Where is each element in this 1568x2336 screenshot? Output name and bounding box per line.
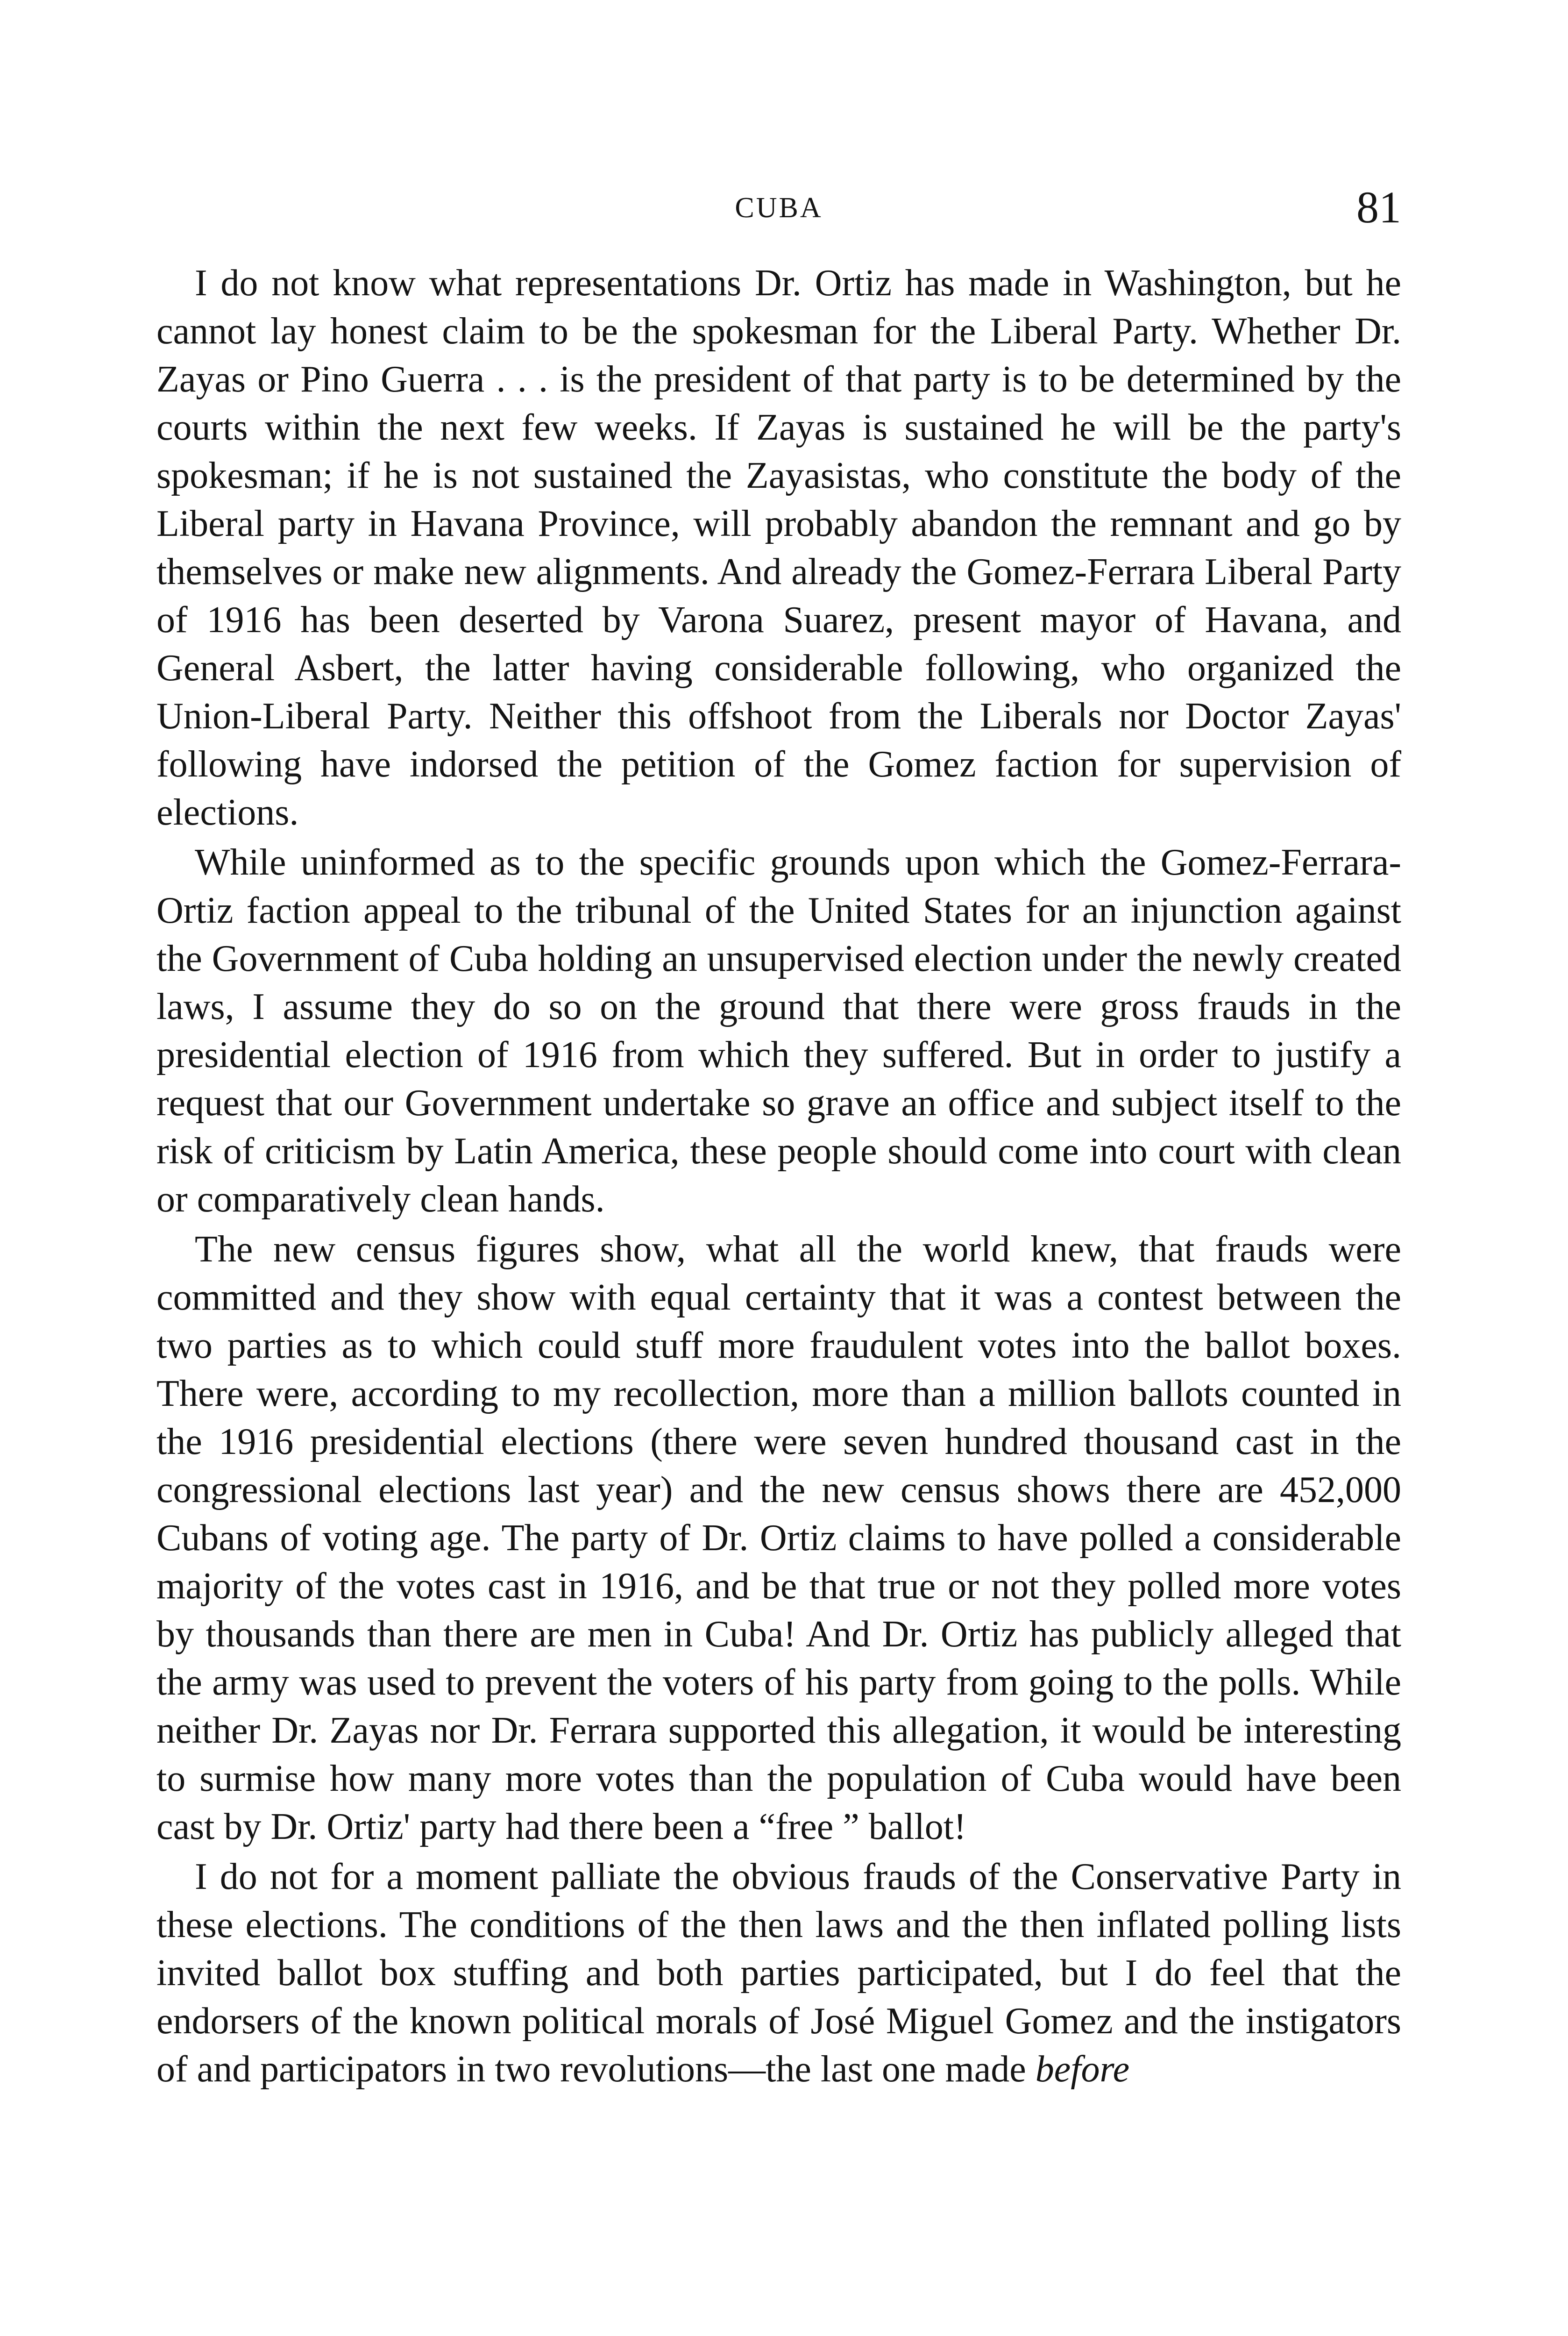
paragraph-4-text: I do not for a moment palliate the obvious frauds of the Conservative Party in these elections. The conditions of the then laws and the then inflated polling lists invited ballot box stuffing and both parties participated, but I do feel that the endorsers of the known political morals of José Miguel Gomez and the instigators of and participators in two revolutions—the last one made (156, 1856, 1401, 2090)
page-number: 81 (1356, 182, 1401, 232)
running-title: CUBA (735, 192, 823, 224)
body-text (156, 259, 1401, 2094)
italic-word: before (1035, 2049, 1130, 2090)
paragraph-4 (156, 1853, 1401, 2094)
paragraph-2: While uninformed as to the specific grounds upon which the Gomez-Ferrara-Ortiz faction appeal to the tribunal of the United States for an injunction against the Government of Cuba holding an unsupervised election under the newly created laws, I assume they do so on the ground that there were gross frauds in the presidential election of 1916 from which they suffered. But in order to justify a request that our Government undertake so grave an office and subject itself to the risk of criticism by Latin America, these people should come into court with clean or comparatively clean hands. (156, 842, 1401, 1220)
paragraph-3: The new census figures show, what all the world knew, that frauds were committed and they show with equal certainty that it was a contest between the two parties as to which could stuff more fraudulent votes into the ballot boxes. There were, according to my recollection, more than a million ballots counted in the 1916 presidential elections (there were seven hundred thousand cast in the congressional elections last year) and the new census shows there are 452,000 Cubans of voting age. The party of Dr. Ortiz claims to have polled a considerable majority of the votes cast in 1916, and be that true or not they polled more votes by thousands than there are men in Cuba! And Dr. Ortiz has publicly alleged that the army was used to prevent the voters of his party from going to the polls. While neither Dr. Zayas nor Dr. Ferrara supported this allegation, it would be interesting to surmise how many more votes than the population of Cuba would have been cast by Dr. Ortiz' party had there been a “free ” ballot! (156, 1229, 1401, 1847)
paragraph-1: I do not know what representations Dr. Ortiz has made in Washington, but he cannot lay honest claim to be the spokesman for the Liberal Party. Whether Dr. Zayas or Pino Guerra . . . is the president of that party is to be determined by the courts within the next few weeks. If Zayas is sustained he will be the party's spokesman; if he is not sustained the Zayasistas, who constitute the body of the Liberal party in Havana Province, will probably abandon the remnant and go by themselves or make new alignments. And already the Gomez-Ferrara Liberal Party of 1916 has been deserted by Varona Suarez, present mayor of Havana, and General Asbert, the latter having considerable following, who organized the Union-Liberal Party. Neither this offshoot from the Liberals nor Doctor Zayas' following have indorsed the petition of the Gomez faction for supervision of elections. (156, 263, 1401, 833)
running-head (156, 182, 1401, 238)
